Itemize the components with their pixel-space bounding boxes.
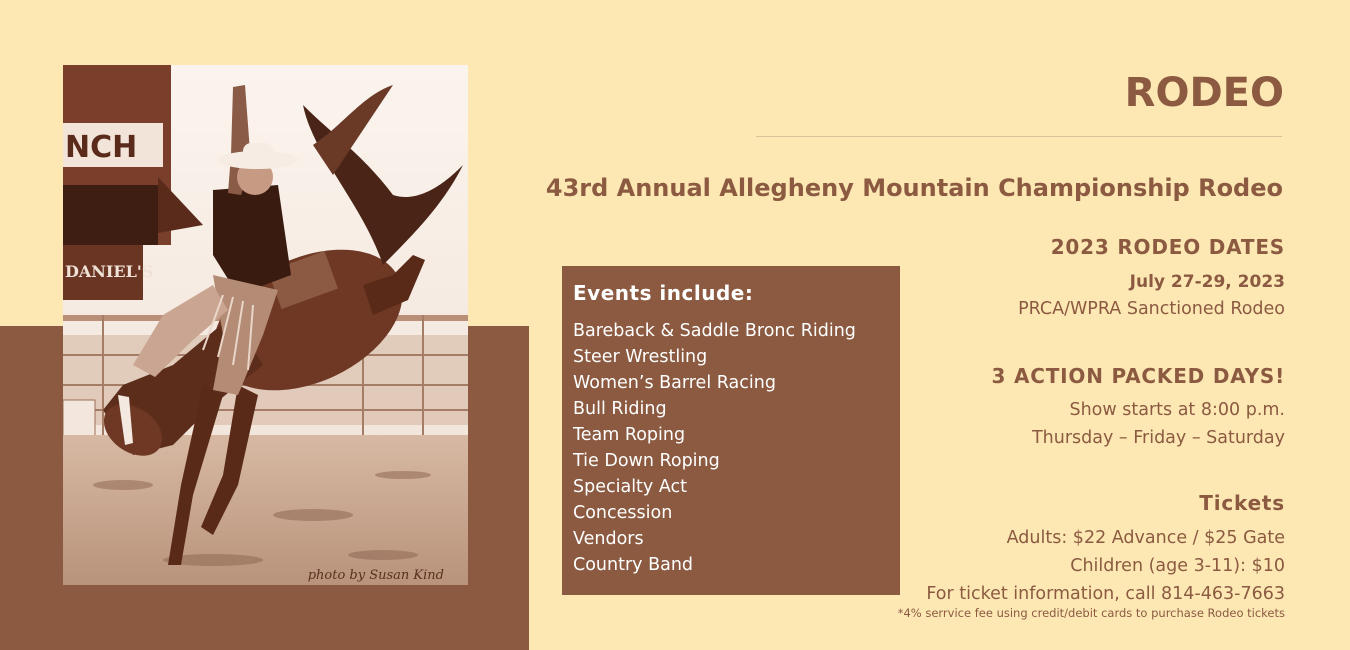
event-item: Country Band — [573, 555, 694, 575]
fee-note: *4% serrvice fee using credit/debit cards to purchase Rodeo tickets — [897, 606, 1285, 620]
bronc-rider-image — [63, 65, 468, 585]
rodeo-photo — [63, 65, 468, 585]
tickets-heading: Tickets — [1199, 491, 1285, 515]
adult-price: Adults: $22 Advance / $25 Gate — [1006, 528, 1285, 548]
event-item: Specialty Act — [573, 477, 687, 497]
show-time: Show starts at 8:00 p.m. — [1069, 400, 1285, 420]
dates-range: July 27-29, 2023 — [1129, 272, 1285, 292]
event-item: Steer Wrestling — [573, 347, 708, 367]
event-item: Vendors — [573, 529, 644, 549]
event-item: Tie Down Roping — [573, 451, 720, 471]
action-heading: 3 ACTION PACKED DAYS! — [991, 364, 1285, 388]
event-subtitle: 43rd Annual Allegheny Mountain Championship Rodeo — [545, 174, 1283, 202]
sanction-text: PRCA/WPRA Sanctioned Rodeo — [1018, 299, 1285, 319]
dates-heading: 2023 RODEO DATES — [1050, 235, 1285, 259]
event-item: Team Roping — [573, 425, 686, 445]
page-title: RODEO — [1124, 70, 1284, 116]
booth-banner-text: NCH — [65, 130, 138, 165]
show-days: Thursday – Friday – Saturday — [1031, 428, 1285, 448]
events-list — [573, 318, 856, 578]
events-panel — [562, 266, 900, 595]
events-heading: Events include: — [573, 281, 754, 305]
ticket-phone: For ticket information, call 814-463-7663 — [926, 584, 1285, 604]
event-item: Concession — [573, 503, 673, 523]
child-price: Children (age 3-11): $10 — [1070, 556, 1285, 576]
event-item: Women’s Barrel Racing — [573, 373, 776, 393]
event-item: Bull Riding — [573, 399, 667, 419]
title-divider — [756, 136, 1282, 137]
sponsor-sign-text: DANIEL'S — [65, 262, 154, 281]
photo-credit: photo by Susan Kind — [307, 568, 444, 583]
event-item: Bareback & Saddle Bronc Riding — [573, 321, 856, 341]
